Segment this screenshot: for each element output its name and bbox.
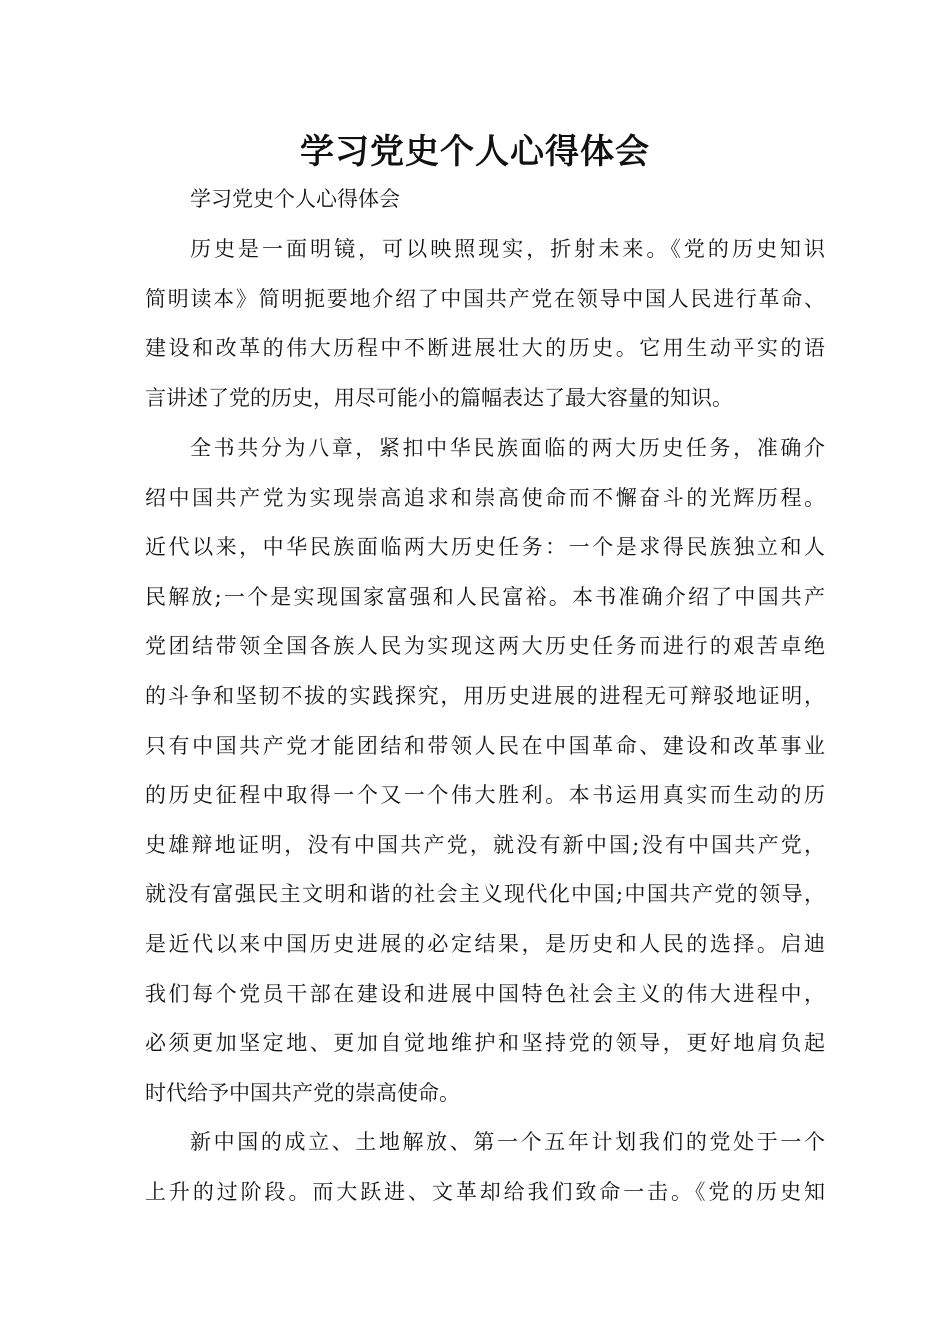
paragraph-line: 历史是一面明镜，可以映照现实，折射未来。《党的历史知识: [190, 237, 825, 261]
document-subtitle: 学习党史个人心得体会: [190, 187, 400, 211]
paragraph-line: 必须更加坚定地、更加自觉地维护和坚持党的领导，更好地肩负起: [145, 1031, 825, 1056]
paragraph-line: 全书共分为八章，紧扣中华民族面临的两大历史任务，准确介: [190, 436, 825, 460]
paragraph-line: 新中国的成立、土地解放、第一个五年计划我们的党处于一个: [190, 1130, 825, 1154]
paragraph-line: 绍中国共产党为实现崇高追求和崇高使命而不懈奋斗的光辉历程。: [145, 485, 825, 510]
paragraph-line: 建设和改革的伟大历程中不断进展壮大的历史。它用生动平实的语: [145, 336, 825, 361]
paragraph-line: 的斗争和坚韧不拔的实践探究，用历史进展的进程无可辩驳地证明，: [145, 683, 825, 708]
paragraph-3: [145, 1126, 825, 1225]
paragraph-line: 史雄辩地证明，没有中国共产党，就没有新中国;没有中国共产党，: [145, 832, 825, 857]
paragraph-line: 民解放;一个是实现国家富强和人民富裕。本书准确介绍了中国共产: [145, 584, 825, 609]
paragraph-line: 上升的过阶段。而大跃进、文革却给我们致命一击。《党的历史知: [145, 1179, 825, 1204]
document-title: 学习党史个人心得体会: [300, 132, 650, 172]
paragraph-line: 简明读本》简明扼要地介绍了中国共产党在领导中国人民进行革命、: [145, 286, 825, 311]
paragraph-line: 的历史征程中取得一个又一个伟大胜利。本书运用真实而生动的历: [145, 783, 825, 808]
paragraph-line: 是近代以来中国历史进展的必定结果，是历史和人民的选择。启迪: [145, 931, 825, 956]
paragraph-line: 只有中国共产党才能团结和带领人民在中国革命、建设和改革事业: [145, 733, 825, 758]
paragraph-line: 党团结带领全国各族人民为实现这两大历史任务而进行的艰苦卓绝: [145, 634, 825, 659]
paragraph-1: [145, 233, 825, 431]
paragraph-line: 就没有富强民主文明和谐的社会主义现代化中国;中国共产党的领导，: [145, 882, 825, 907]
paragraph-line: 时代给予中国共产党的崇高使命。: [145, 1080, 460, 1105]
paragraph-line: 言讲述了党的历史，用尽可能小的篇幅表达了最大容量的知识。: [145, 385, 733, 410]
paragraph-line: 我们每个党员干部在建设和进展中国特色社会主义的伟大进程中，: [145, 981, 825, 1006]
paragraph-line: 近代以来，中华民族面临两大历史任务：一个是求得民族独立和人: [145, 535, 825, 560]
paragraph-2: [145, 432, 825, 1126]
